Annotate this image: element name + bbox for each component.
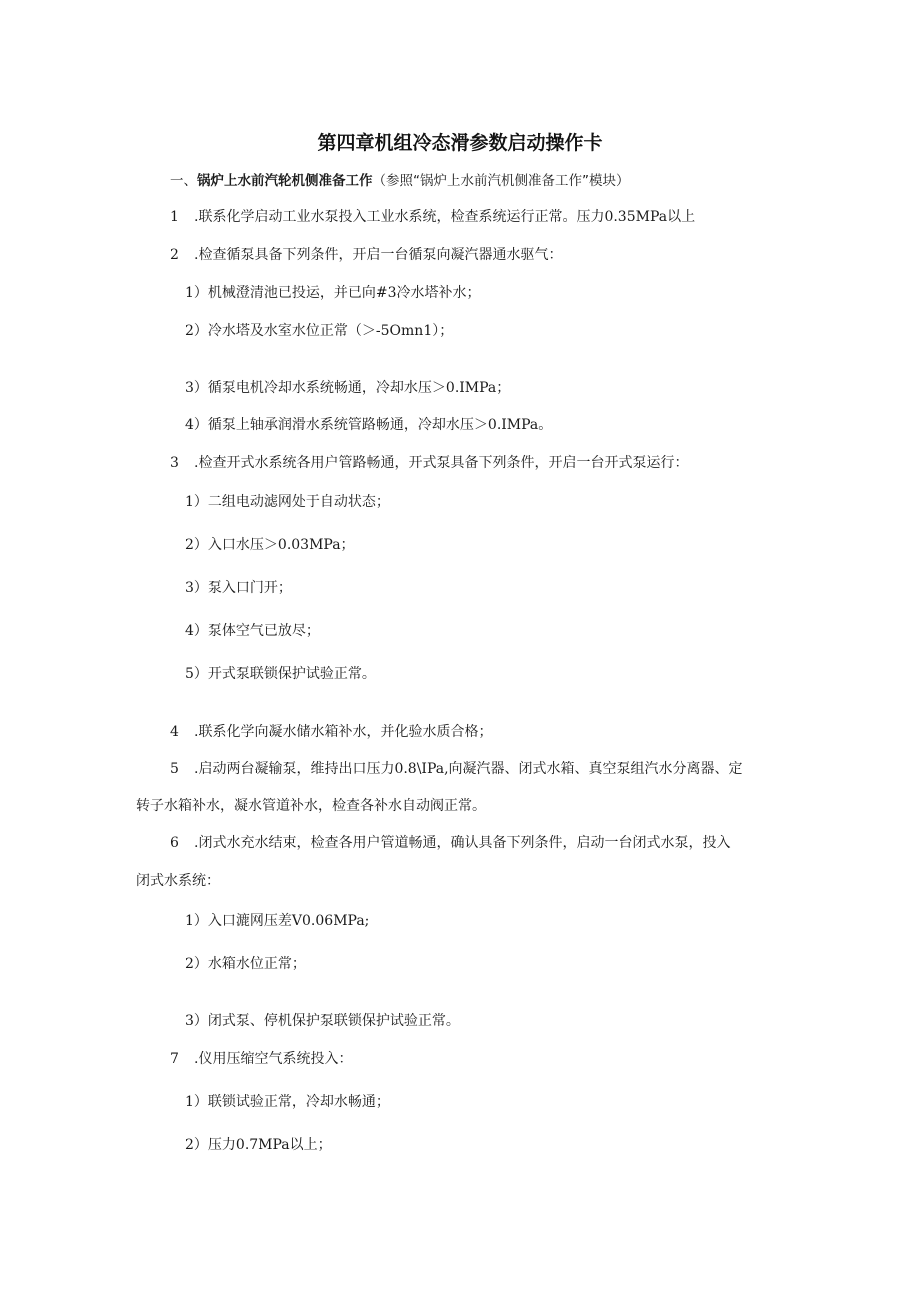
item-number: 7 (170, 1051, 179, 1067)
section-prefix: 一、 (170, 173, 197, 189)
section-heading-text: 锅炉上水前汽轮机侧准备工作 (197, 173, 373, 189)
list-item-4 (170, 722, 492, 742)
sub-item: 1）联锁试验正常，冷却水畅通； (185, 1094, 390, 1110)
sub-item: 2）冷水塔及水室水位正常（＞-5Omn1）； (185, 323, 454, 339)
item-continuation: 转子水箱补水，凝水管道补水，检查各补水自动阀正常。 (136, 798, 486, 814)
section-note: （参照“锅炉上水前汽机侧准备工作”模块） (372, 173, 630, 189)
item-number: 5 (170, 761, 179, 777)
item-text: .联系化学向凝水储水箱补水，并化验水质合格； (194, 724, 493, 740)
list-item-1 (170, 207, 695, 227)
sub-item: 3）闭式泵、停机保护泵联锁保护试验正常。 (185, 1013, 460, 1029)
item-number: 6 (170, 835, 179, 851)
list-item-5 (170, 759, 743, 779)
section-heading (170, 171, 630, 191)
item-number: 4 (170, 724, 179, 740)
sub-item: 2）水箱水位正常； (185, 956, 306, 972)
item-number: 1 (170, 209, 179, 225)
list-item-2 (170, 245, 562, 265)
item-number: 2 (170, 247, 179, 263)
sub-item: 5）开式泵联锁保护试验正常。 (185, 666, 376, 682)
list-item-3 (170, 453, 688, 473)
sub-item: 3）循泵电机冷却水系统畅通，冷却水压＞0.IMPa； (185, 380, 511, 396)
item-text: .检查开式水系统各用户管路畅通，开式泵具备下列条件，开启一台开式泵运行： (194, 455, 689, 471)
sub-item: 3）泵入口门开； (185, 580, 292, 596)
page-title: 第四章机组冷态滑参数启动操作卡 (317, 132, 603, 154)
item-text: .联系化学启动工业水泵投入工业水系统，检查系统运行正常。压力0.35MPa以上 (194, 209, 696, 225)
list-item-6 (170, 833, 730, 853)
item-text: .闭式水充水结束，检查各用户管道畅通，确认具备下列条件，启动一台闭式水泵，投入 (194, 835, 731, 851)
item-number: 3 (170, 455, 179, 471)
sub-item: 2）入口水压＞0.03MPa； (185, 537, 355, 553)
item-text: .检查循泵具备下列条件，开启一台循泵向凝汽器通水驱气： (194, 247, 563, 263)
sub-item: 2）压力0.7MPa以上； (185, 1137, 332, 1153)
sub-item: 1）机械澄清池已投运，并已向#3冷水塔补水； (185, 285, 481, 301)
sub-item: 4）循泵上轴承润滑水系统管路畅通，冷却水压＞0.IMPa。 (185, 417, 553, 433)
sub-item: 1）二组电动滤网处于自动状态； (185, 494, 390, 510)
sub-item: 1）入口漉网压差V0.06MPa; (185, 913, 370, 929)
list-item-7 (170, 1049, 352, 1069)
item-text: .仪用压缩空气系统投入： (194, 1051, 353, 1067)
item-text: .启动两台凝输泵，维持出口压力0.8\IPa,向凝汽器、闭式水箱、真空泵组汽水分离器、定 (194, 761, 743, 777)
item-continuation: 闭式水系统： (136, 873, 220, 889)
sub-item: 4）泵体空气已放尽； (185, 623, 320, 639)
